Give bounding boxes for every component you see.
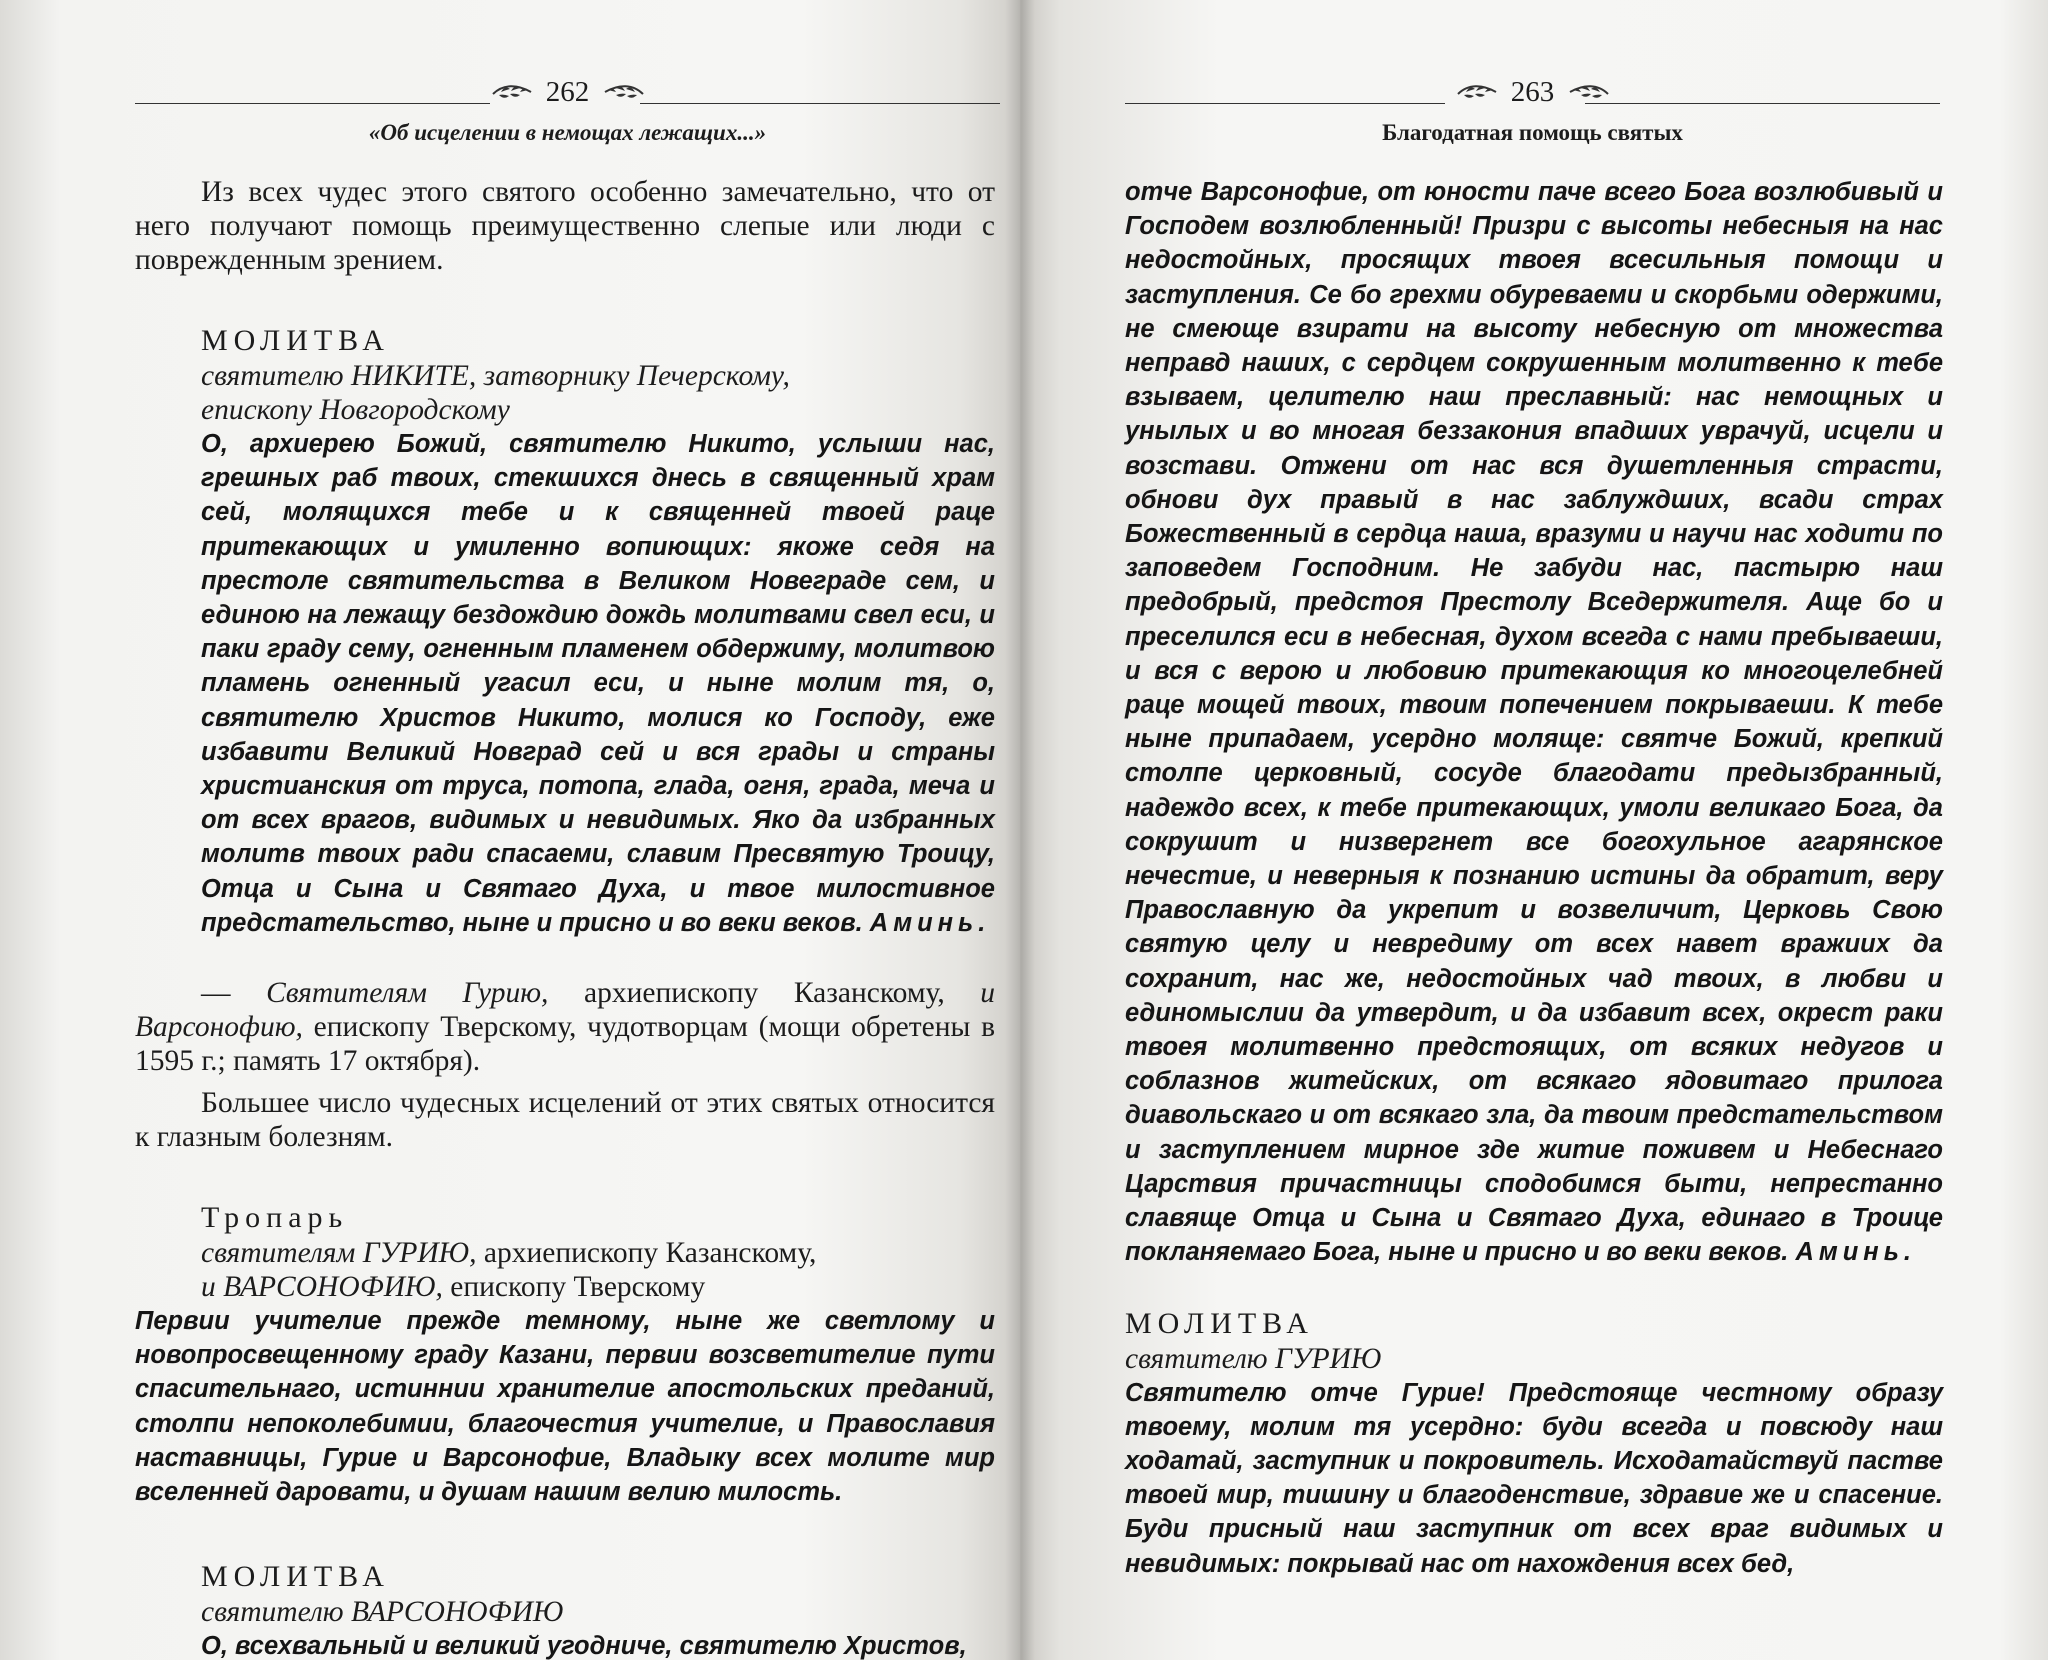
left-ornament-icon — [491, 80, 533, 104]
prayer-subtitle: святителю НИКИТЕ, затворнику Печерскому, — [201, 360, 790, 392]
prayer-subtitle: святителю ВАРСОНОФИЮ — [201, 1596, 564, 1629]
right-ornament-icon — [1568, 80, 1610, 104]
note-paragraph: Большее число чудесных исцелений от этих святых относится к глазным болезням. — [135, 1087, 995, 1154]
running-head: Благодатная помощь святых — [1382, 120, 1683, 145]
troparion-subtitle — [201, 1236, 995, 1270]
left-ornament-icon — [1456, 80, 1498, 104]
saints-note — [135, 976, 995, 1078]
right-page — [1020, 0, 2048, 1660]
prayer-guriy-heading-block — [1125, 1306, 1943, 1376]
book-gutter — [1005, 0, 1035, 1660]
prayer-subtitle: епископу Новгородскому — [201, 394, 510, 426]
saint-title: архиепископу Казанскому, — [584, 977, 945, 1010]
left-page-content — [135, 175, 995, 1660]
saint-name: Святителям Гурию, — [266, 977, 549, 1010]
troparion-heading-block — [135, 1200, 995, 1304]
intro-paragraph: Из всех чудес этого святого особенно замечательно, что от него получают помощь преимущественно слепые или люди с поврежденным зрением. — [135, 176, 995, 276]
page-number: 263 — [1510, 76, 1555, 109]
saint-title: епископу Тверскому — [450, 1271, 706, 1304]
saint-title: епископу Тверскому, чудотворцам (мощи обретены в 1595 г.; память 17 октября). — [135, 1011, 996, 1078]
right-page-content — [1125, 175, 1943, 1581]
saint-name: и ВАРСОНОФИЮ, — [201, 1271, 443, 1304]
troparion-heading: Тропарь — [201, 1201, 349, 1235]
troparion-subtitle — [201, 1270, 995, 1304]
prayer-varsonofiy-heading-block — [135, 1559, 995, 1629]
saint-name: и Варсонофию, — [135, 977, 996, 1044]
right-ornament-icon — [603, 80, 645, 104]
page-number-block — [135, 70, 1000, 112]
prayer-body: отче Варсонофие, от юности паче всего Бога возлюбивый и Господем возлюбленный! Призри с высоты небесныя на нас недостойных, просящих твоея всесильныя помощи и заступления. Се бо грехми обуреваеми и скорбьми одержими, не смеюще взирати на высоту небесную от множества неправд наших, с сердцем сокрушенным молитвенно к тебе взываем, целителю наш преславный: нас немощных и унылых и во многая беззакония впадших уврачуй, исцели и возстави. Отжени от нас вся душетленныя страсти, обнови дух правый в нас заблуждших, всади страх Божественный в сердца наша, вразуми и научи нас ходити по заповедем Господним. Не забуди нас, пастырю наш предобрый, предстоя Престолу Вседержителя. Аще бо и преселился еси в небесная, духом всегда с нами пребываеши, и вся с верою и любовию притекающия ко многоцелебней раце мощей твоих, твоим попечением покрываеши. К тебе ныне припадаем, усердно моляще: святче Божий, крепкий столпе церковный, сосуде благодати предызбранный, надеждо всех, к тебе притекающих, умоли великаго Бога, да сокрушит и низвергнет все богохульное агарянское нечестие, и неверныя к познанию истины да обратит, веру Православную да укрепит и возвеличит, Церковь Свою святую целу и невредиму от всех навет вражиих да сохранит, нас же, недостойных чад твоих, в любви и единомыслии да утвердит, и да избавит всех, окрест раки твоея молитвенно предстоящих, от всяких недугов и соблазнов житейских, от всякаго ядовитаго прилога диавольскаго и от всякаго зла, да твоим предстательством и заступлением мирное зде житие поживем и Небеснаго Царствия причастницы сподобимся быти, непрестанно славяще Отца и Сына и Святаго Духа, единаго в Троице покланяемаго Бога, ныне и присно и во веки веков. — [1125, 178, 1943, 1267]
prayer-heading: МОЛИТВА — [201, 324, 390, 357]
page-number-block — [1125, 70, 1940, 112]
right-page-header — [1125, 70, 1940, 180]
prayer-subtitle: святителю ГУРИЮ — [1125, 1342, 1382, 1375]
continued-prayer-text — [1125, 175, 1943, 1270]
page-number: 262 — [545, 76, 590, 109]
troparion-text: Первии учителие прежде темному, ныне же светлому и новопросвещенному граду Казани, первии возсветителие пути спасительнаго, истиннии хранителие апостольских преданий, столпи непоколебимии, благочестия учителие, и Православия наставницы, Гурие и Варсонофие, Владыку всех молите мир вселенней даровати, и душам нашим велию милость. — [135, 1307, 995, 1507]
dash: — — [201, 977, 231, 1010]
saint-title: архиепископу Казанскому, — [483, 1237, 817, 1270]
prayer-nikita-heading-block — [135, 323, 995, 427]
prayer-heading: МОЛИТВА — [201, 1560, 390, 1594]
amen: Аминь. — [869, 908, 991, 937]
prayer-heading: МОЛИТВА — [1125, 1306, 1314, 1340]
amen: Аминь. — [1795, 1238, 1916, 1267]
prayer-varsonofiy-text: О, всехвальный и великий угодниче, святителю Христов, — [201, 1632, 967, 1660]
prayer-guriy-text: Святителю отче Гурие! Предстояще честному образу твоему, молим тя усердно: буди всегда и повсюду наш ходатай, заступник и покровитель. Исходатайствуй пастве твоей мир, тишину и благоденствие, здравие же и спасение. Буди присный наш заступник от всех враг видимых и невидимых: покрывай нас от нахождения всех бед, — [1125, 1378, 1943, 1578]
prayer-body: О, архиерею Божий, святителю Никито, услыши нас, грешных раб твоих, стекшихся днесь в священный храм сей, молящихся тебе и к священней твоей раце притекающих и умиленно вопиющих: якоже седя на престоле святительства в Великом Новеграде сем, и единою на лежащу бездождию дождь молитвами свел еси, и паки граду сему, огненным пламенем обдержиму, молитвою пламень огненный угасил еси, и ныне молим тя, о, святителю Христов Никито, молися ко Господу, еже избавити Великий Новград сей и вся грады и страны христианския от труса, потопа, глада, огня, града, меча и от всех врагов, видимых и невидимых. Яко да избранных молитв твоих ради спасаеми, славим Пресвятую Троицу, Отца и Сына и Святаго Духа, и твое милостивное предстательство, ныне и присно и во веки веков. — [201, 430, 995, 937]
prayer-nikita-text — [135, 427, 995, 940]
left-page-header — [135, 70, 1000, 180]
left-page — [0, 0, 1020, 1660]
saint-name: святителям ГУРИЮ, — [201, 1237, 477, 1270]
running-head: «Об исцелении в немощах лежащих...» — [368, 120, 767, 145]
